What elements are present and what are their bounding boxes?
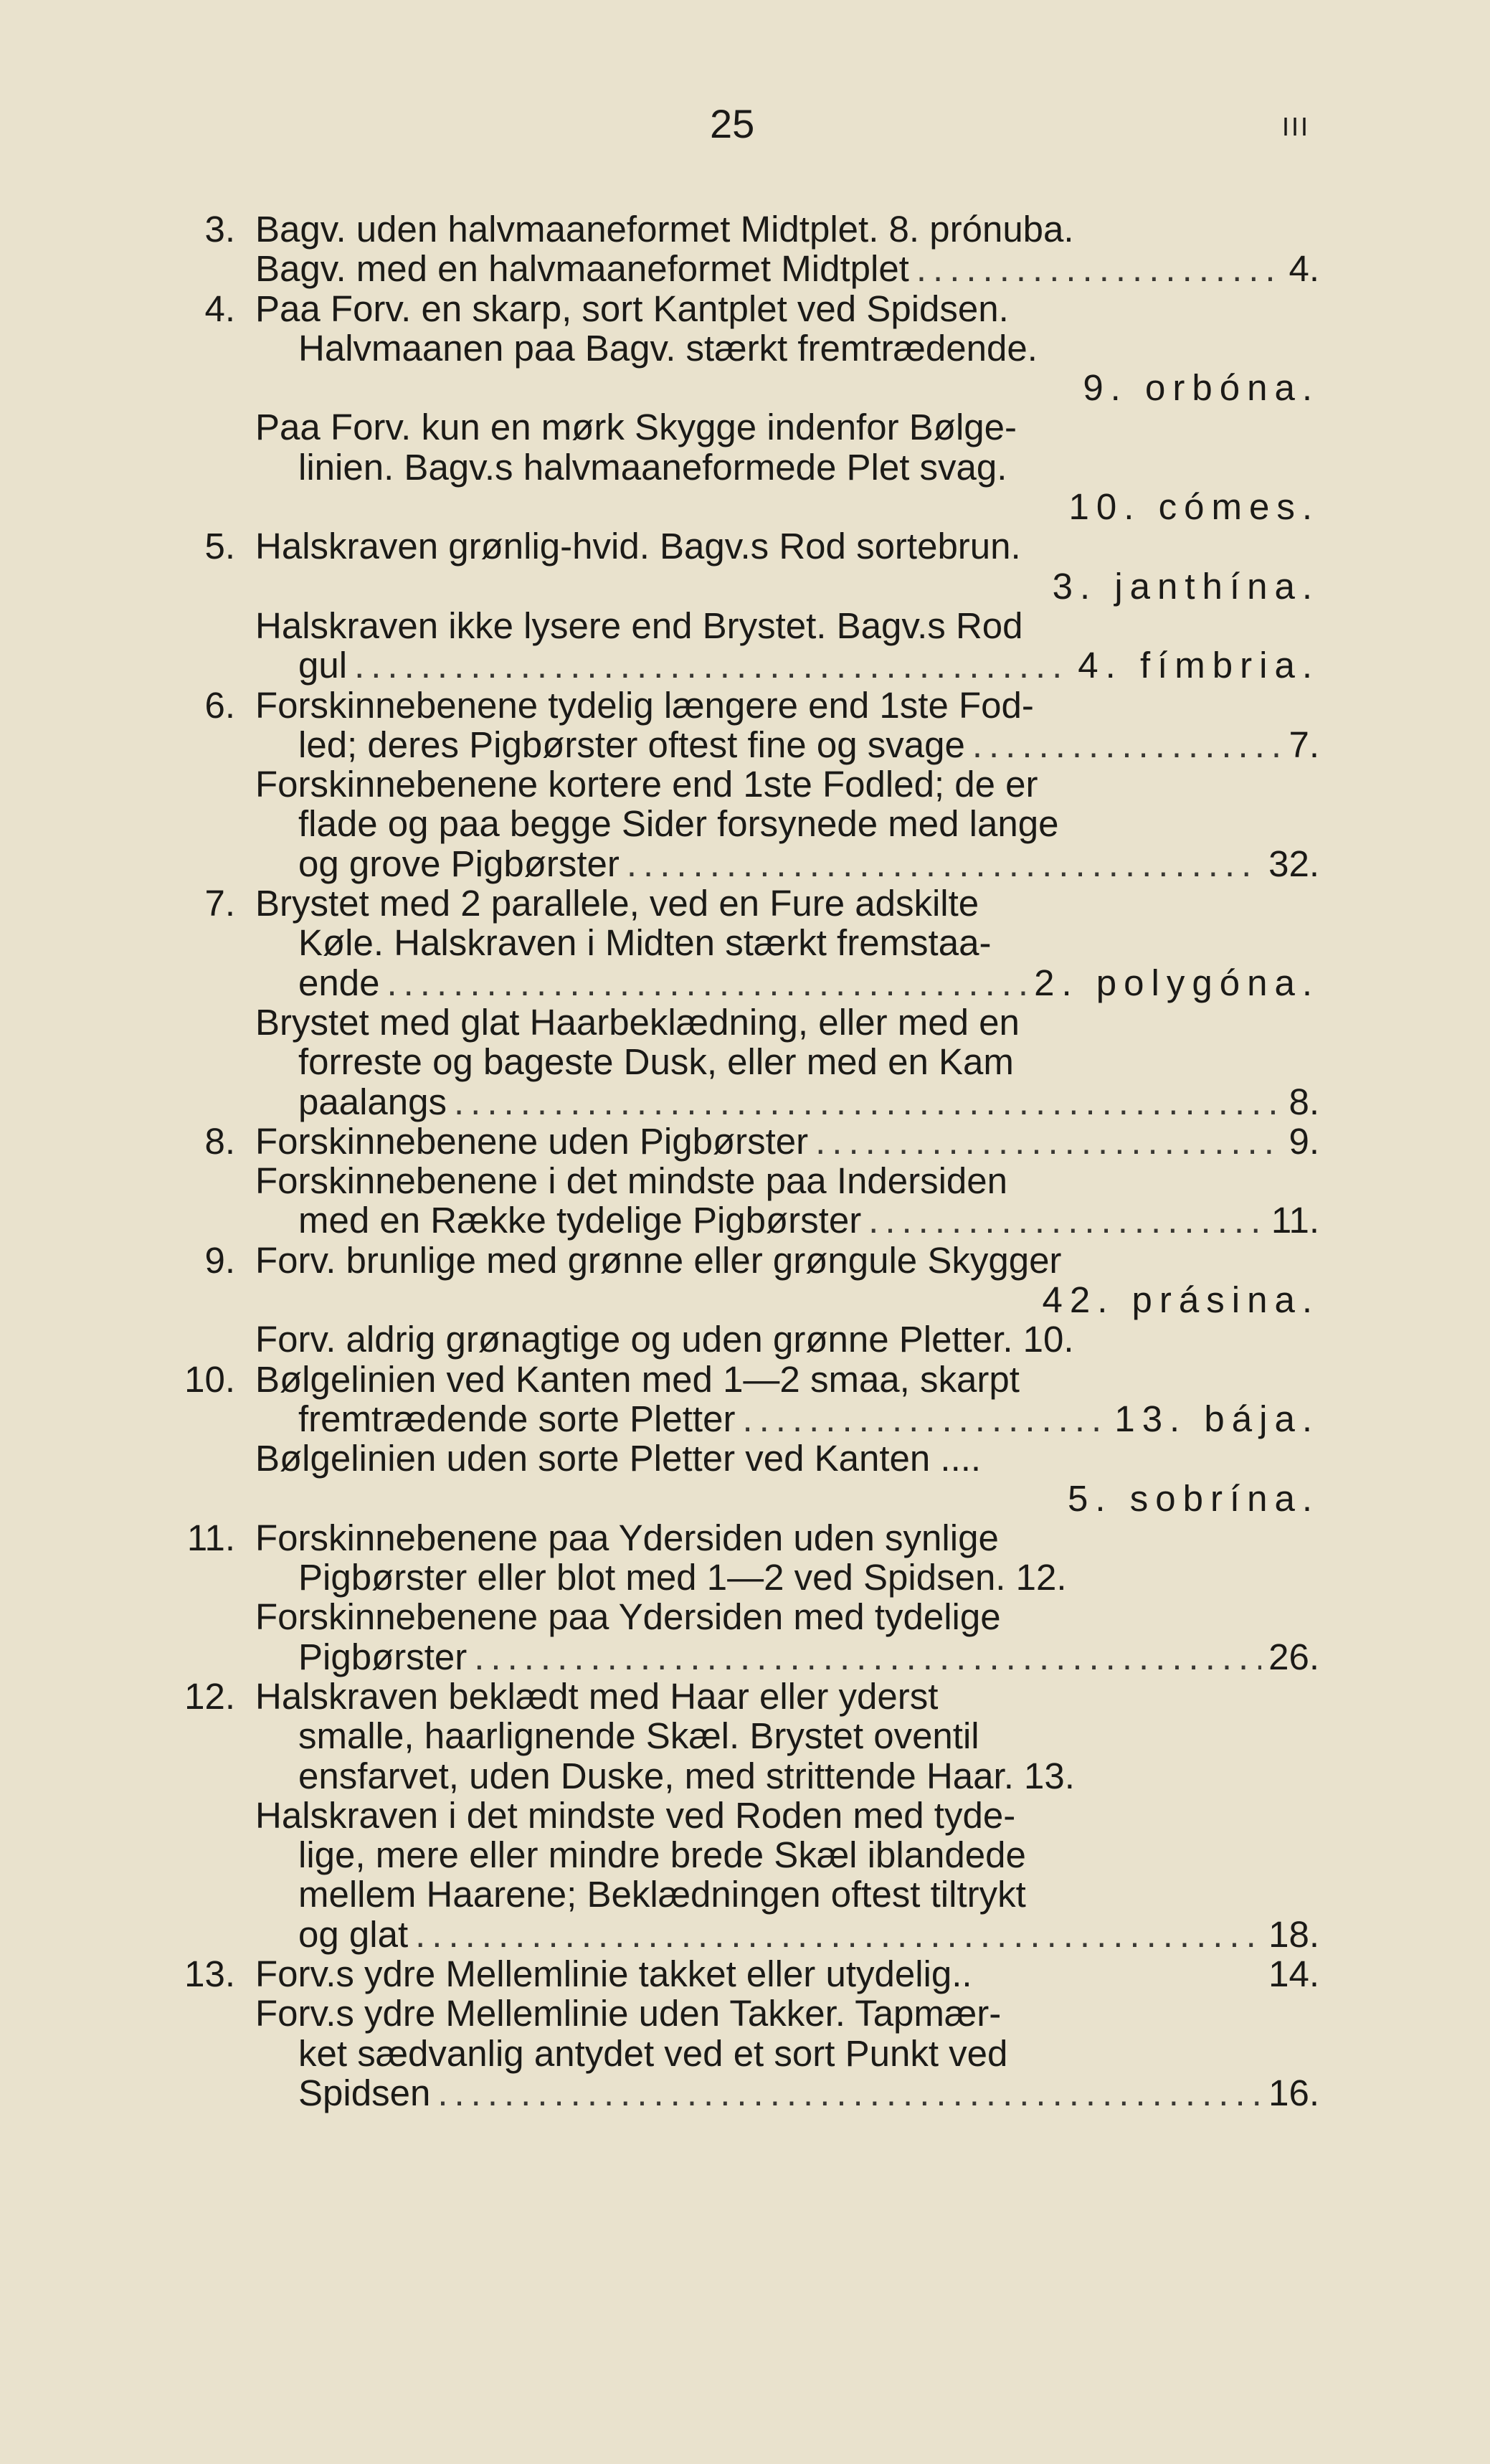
key-line xyxy=(172,1439,1319,1478)
dot-leader xyxy=(742,1399,1107,1439)
dotted-leader-line xyxy=(298,1200,1319,1240)
dot-leader xyxy=(627,844,1261,883)
key-line xyxy=(172,1796,1319,1835)
line-reference: 14. xyxy=(1268,1953,1319,1995)
key-line xyxy=(172,1082,1319,1122)
line-reference: 4. xyxy=(1289,248,1319,290)
line-text: Bølgelinien ved Kanten med 1—2 smaa, skarpt xyxy=(255,1358,1020,1400)
line-text: Brystet med 2 parallele, ved en Fure adskilte xyxy=(255,883,979,924)
key-line xyxy=(172,368,1319,407)
species-result: 3. janthína. xyxy=(1052,565,1319,607)
dotted-leader-line xyxy=(298,1082,1319,1122)
key-line xyxy=(172,1875,1319,1914)
key-line xyxy=(172,1399,1319,1439)
key-line xyxy=(172,1518,1319,1558)
key-line xyxy=(172,923,1319,962)
key-line xyxy=(172,526,1319,566)
dotted-leader-line xyxy=(298,645,1319,685)
line-text: smalle, haarlignende Skæl. Brystet oventil xyxy=(298,1715,979,1757)
key-line xyxy=(172,1716,1319,1755)
line-text: Spidsen xyxy=(298,2072,431,2113)
line-text: Brystet med glat Haarbeklædning, eller med en xyxy=(255,1001,1020,1043)
dot-leader xyxy=(474,1637,1261,1677)
dotted-leader-line xyxy=(298,1915,1319,1954)
couplet-number: 4. xyxy=(204,288,235,329)
dot-leader xyxy=(386,963,1027,1003)
line-reference: 2. polygóna. xyxy=(1034,962,1319,1003)
key-line xyxy=(172,606,1319,645)
key-line xyxy=(172,1954,1319,1994)
key-line xyxy=(172,1637,1319,1677)
line-text: Forv. aldrig grønagtige og uden grønne Pletter. 10. xyxy=(255,1319,1074,1360)
key-line xyxy=(172,289,1319,328)
key-line xyxy=(172,567,1319,606)
line-text: Bagv. med en halvmaaneformet Midtplet xyxy=(255,248,909,290)
line-reference: 16. xyxy=(1268,2072,1319,2113)
line-text: Halskraven ikke lysere end Brystet. Bagv.s Rod xyxy=(255,605,1023,646)
line-reference: 32. xyxy=(1268,843,1319,884)
dot-leader xyxy=(454,1082,1281,1122)
line-text: Forskinnebenene kortere end 1ste Fodled; de er xyxy=(255,764,1038,805)
dot-leader xyxy=(815,1122,1281,1161)
line-text: Paa Forv. kun en mørk Skygge indenfor Bølge- xyxy=(255,407,1017,448)
couplet-number: 3. xyxy=(204,209,235,250)
line-text: Halvmaanen paa Bagv. stærkt fremtrædende. xyxy=(298,327,1038,369)
line-text: Forskinnebenene paa Ydersiden uden synlige xyxy=(255,1517,999,1558)
key-line xyxy=(172,1835,1319,1875)
key-line xyxy=(172,804,1319,843)
key-line xyxy=(172,844,1319,883)
species-result: 5. sobrína. xyxy=(1068,1477,1319,1519)
line-reference: 26. xyxy=(1268,1636,1319,1677)
key-line xyxy=(172,1200,1319,1240)
line-reference: 18. xyxy=(1268,1913,1319,1955)
line-reference: 8. xyxy=(1289,1081,1319,1122)
line-text: linien. Bagv.s halvmaaneformede Plet svag. xyxy=(298,446,1007,488)
key-line xyxy=(172,1042,1319,1081)
species-result: 10. cómes. xyxy=(1068,486,1319,528)
line-text: Bølgelinien uden sorte Pletter ved Kanten .... xyxy=(255,1438,982,1479)
dotted-leader-line xyxy=(298,963,1319,1003)
couplet-number: 8. xyxy=(204,1120,235,1162)
dotted-leader-line xyxy=(255,249,1319,288)
line-text: og grove Pigbørster xyxy=(298,843,620,884)
line-text: gul xyxy=(298,645,348,686)
key-line xyxy=(172,883,1319,923)
line-text: Forskinnebenene uden Pigbørster xyxy=(255,1120,809,1162)
line-text: Halskraven beklædt med Haar eller yderst xyxy=(255,1675,939,1717)
key-line xyxy=(172,1677,1319,1716)
dotted-leader-line xyxy=(255,1954,1319,1994)
line-text: Forv.s ydre Mellemlinie takket eller utydelig.. xyxy=(255,1953,972,1995)
key-line xyxy=(172,963,1319,1003)
page-header xyxy=(0,100,1490,158)
dot-leader xyxy=(868,1200,1264,1240)
dotted-leader-line xyxy=(298,1399,1319,1439)
couplet-number: 7. xyxy=(204,883,235,924)
couplet-number: 12. xyxy=(184,1675,235,1717)
line-reference: 4. fímbria. xyxy=(1078,645,1319,686)
line-text: Forskinnebenene tydelig længere end 1ste Fod- xyxy=(255,684,1034,726)
line-text: paalangs xyxy=(298,1081,447,1122)
line-text: lige, mere eller mindre brede Skæl iblandede xyxy=(298,1834,1026,1876)
dot-leader xyxy=(972,725,1282,764)
key-line xyxy=(172,1241,1319,1280)
couplet-number: 9. xyxy=(204,1239,235,1281)
couplet-number: 5. xyxy=(204,526,235,567)
page-number: 25 xyxy=(710,101,755,146)
couplet-number: 6. xyxy=(204,684,235,726)
line-text: Halskraven grønlig-hvid. Bagv.s Rod sortebrun. xyxy=(255,526,1021,567)
line-text: og glat xyxy=(298,1913,409,1955)
line-text: Forskinnebenene paa Ydersiden med tydelige xyxy=(255,1596,1001,1638)
key-line xyxy=(172,1558,1319,1597)
line-text: Pigbørster eller blot med 1—2 ved Spidsen. 12. xyxy=(298,1557,1067,1598)
key-line xyxy=(172,2073,1319,2113)
dot-leader xyxy=(354,645,1071,685)
key-line xyxy=(172,686,1319,725)
key-line xyxy=(172,447,1319,487)
key-line xyxy=(172,1161,1319,1200)
dotted-leader-line xyxy=(298,2073,1319,2113)
line-text: forreste og bageste Dusk, eller med en Kam xyxy=(298,1041,1014,1083)
species-result: 9. orbóna. xyxy=(1083,367,1319,409)
dotted-leader-line xyxy=(298,1637,1319,1677)
key-line xyxy=(172,645,1319,685)
species-result: 42. prásina. xyxy=(1042,1279,1319,1321)
key-line xyxy=(172,1756,1319,1796)
line-text: Pigbørster xyxy=(298,1636,468,1677)
dot-leader xyxy=(916,249,1282,288)
key-line xyxy=(172,487,1319,526)
key-line xyxy=(172,407,1319,447)
line-text: flade og paa begge Sider forsynede med lange xyxy=(298,803,1059,845)
dot-leader xyxy=(437,2073,1261,2113)
key-line xyxy=(172,209,1319,249)
line-text: ende xyxy=(298,962,380,1003)
line-text: Halskraven i det mindste ved Roden med tyde- xyxy=(255,1794,1016,1836)
couplet-number: 13. xyxy=(184,1953,235,1995)
line-text: Forv.s ydre Mellemlinie uden Takker. Tapmær- xyxy=(255,1993,1002,2034)
line-text: ket sædvanlig antydet ved et sort Punkt ved xyxy=(298,2032,1008,2074)
couplet-number: 11. xyxy=(186,1517,235,1558)
key-line xyxy=(172,1319,1319,1359)
line-text: mellem Haarene; Beklædningen oftest tiltrykt xyxy=(298,1874,1026,1915)
key-line xyxy=(172,725,1319,764)
line-text: Køle. Halskraven i Midten stærkt fremstaa- xyxy=(298,922,992,964)
line-reference: 11. xyxy=(1271,1200,1319,1241)
key-line xyxy=(172,1915,1319,1954)
key-line xyxy=(172,1003,1319,1042)
line-text: Forv. brunlige med grønne eller grøngule Skygger xyxy=(255,1239,1062,1281)
line-text: med en Række tydelige Pigbørster xyxy=(298,1200,862,1241)
key-text xyxy=(172,209,1319,2113)
key-line xyxy=(172,2034,1319,2073)
dotted-leader-line xyxy=(298,725,1319,764)
line-reference: 9. xyxy=(1289,1120,1319,1162)
key-line xyxy=(172,1479,1319,1518)
dot-leader xyxy=(415,1915,1261,1954)
key-line xyxy=(172,764,1319,804)
dotted-leader-line xyxy=(298,844,1319,883)
key-line xyxy=(172,249,1319,288)
key-line xyxy=(172,1280,1319,1319)
line-text: fremtrædende sorte Pletter xyxy=(298,1398,736,1439)
line-text: Paa Forv. en skarp, sort Kantplet ved Spidsen. xyxy=(255,288,1009,329)
key-line xyxy=(172,1360,1319,1399)
key-line xyxy=(172,328,1319,368)
line-text: ensfarvet, uden Duske, med strittende Haar. 13. xyxy=(298,1755,1075,1796)
dotted-leader-line xyxy=(255,1122,1319,1161)
line-text: Forskinnebenene i det mindste paa Indersiden xyxy=(255,1160,1008,1202)
key-line xyxy=(172,1994,1319,2033)
key-line xyxy=(172,1122,1319,1161)
line-text: Bagv. uden halvmaaneformet Midtplet. 8. prónuba. xyxy=(255,209,1074,250)
line-text: led; deres Pigbørster oftest fine og svage xyxy=(298,724,965,765)
key-line xyxy=(172,1597,1319,1636)
line-reference: 13. bája. xyxy=(1114,1398,1319,1439)
signature-mark: III xyxy=(1282,112,1311,141)
line-reference: 7. xyxy=(1289,724,1319,765)
couplet-number: 10. xyxy=(184,1358,235,1400)
